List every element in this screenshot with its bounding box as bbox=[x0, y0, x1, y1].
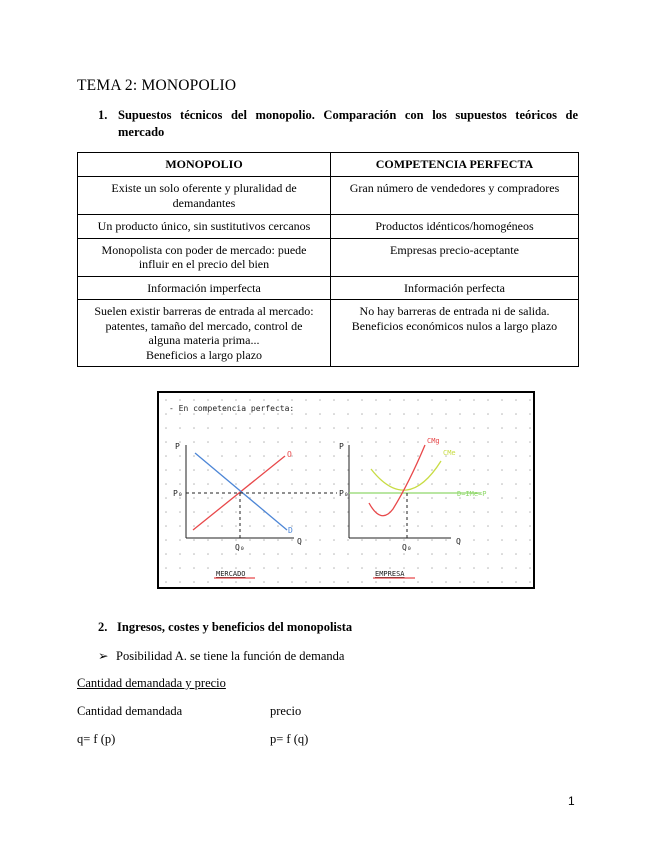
section-2-text: Ingresos, costes y beneficios del monopolista bbox=[117, 620, 353, 634]
table-header-monopolio: MONOPOLIO bbox=[78, 153, 331, 177]
table-cell bbox=[331, 300, 579, 367]
pair-right: precio bbox=[270, 704, 302, 718]
firm-x-label: Q bbox=[456, 537, 461, 546]
table-row bbox=[78, 177, 579, 215]
supply-label: O bbox=[287, 450, 292, 459]
firm-qty-label: Q₀ bbox=[402, 543, 412, 552]
bullet-text: Posibilidad A. se tiene la función de demanda bbox=[116, 649, 345, 663]
cell-line: Existe un solo oferente y pluralidad de bbox=[111, 181, 297, 195]
table-cell bbox=[78, 215, 331, 239]
cell-line: Productos idénticos/homogéneos bbox=[375, 219, 534, 233]
cell-line: Información perfecta bbox=[404, 280, 505, 295]
subheading: Cantidad demandada y precio bbox=[77, 676, 226, 690]
cell-line: Beneficios a largo plazo bbox=[145, 347, 263, 362]
cell-line: patentes, tamaño del mercado, control de bbox=[105, 318, 303, 333]
pair-left: Cantidad demandada bbox=[77, 704, 183, 718]
cell-line: Suelen existir barreras de entrada al mercado: bbox=[94, 304, 314, 318]
cell-line: influir en el precio del bien bbox=[138, 257, 270, 271]
cell-line: Un producto único, sin sustitutivos cercanos bbox=[97, 219, 311, 233]
table-cell bbox=[331, 238, 579, 276]
cell-line: No hay barreras de entrada ni de salida. bbox=[359, 304, 550, 318]
firm-price-label: P₀ bbox=[339, 489, 349, 498]
table-row bbox=[78, 300, 579, 367]
section-2-heading bbox=[98, 620, 352, 635]
table-cell bbox=[78, 300, 331, 367]
arrow-bullet-icon: ➢ bbox=[98, 649, 109, 663]
table-cell bbox=[331, 276, 579, 300]
cmg-label: CMg bbox=[427, 437, 440, 445]
table-cell bbox=[78, 238, 331, 276]
market-x-label: Q bbox=[297, 537, 302, 546]
table-cell bbox=[78, 177, 331, 215]
figure-caption: - En competencia perfecta: bbox=[169, 404, 295, 413]
firm-y-label: P bbox=[339, 442, 344, 451]
table-row bbox=[78, 276, 579, 300]
figure-svg bbox=[159, 393, 533, 587]
market-caption: MERCADO bbox=[216, 570, 246, 578]
cell-line: Gran número de vendedores y compradores bbox=[349, 181, 560, 195]
cell-line: alguna materia prima... bbox=[148, 333, 260, 347]
comparison-table bbox=[77, 152, 579, 367]
firm-caption: EMPRESA bbox=[375, 570, 405, 578]
cell-line: Empresas precio-aceptante bbox=[390, 242, 519, 257]
economics-figure bbox=[157, 391, 535, 589]
firm-demand-label: D=IMe=P bbox=[457, 490, 487, 498]
cell-line: demandantes bbox=[172, 195, 236, 210]
table-row bbox=[78, 215, 579, 239]
bullet-item bbox=[98, 648, 344, 664]
section-1-text: Supuestos técnicos del monopolio. Comparación con los supuestos teóricos de mercado bbox=[118, 108, 578, 139]
table-row bbox=[78, 238, 579, 276]
demand-label: D bbox=[288, 526, 293, 535]
section-1-heading bbox=[98, 107, 578, 141]
cell-line: Monopolista con poder de mercado: puede bbox=[101, 242, 307, 257]
table-cell bbox=[331, 177, 579, 215]
cell-line: Beneficios económicos nulos a largo plazo bbox=[351, 318, 558, 333]
market-price-label: P₀ bbox=[173, 489, 183, 498]
table-cell bbox=[78, 276, 331, 300]
cell-line: Información imperfecta bbox=[147, 280, 261, 295]
cme-label: CMe bbox=[443, 449, 456, 457]
table-cell bbox=[331, 215, 579, 239]
page-title: TEMA 2: MONOPOLIO bbox=[77, 77, 237, 94]
pair-right: p= f (q) bbox=[270, 732, 309, 746]
pair-left: q= f (p) bbox=[77, 732, 116, 746]
market-qty-label: Q₀ bbox=[235, 543, 245, 552]
market-y-label: P bbox=[175, 442, 180, 451]
table-header-competencia: COMPETENCIA PERFECTA bbox=[331, 153, 579, 177]
page-number: 1 bbox=[568, 794, 575, 808]
section-2-number: 2. bbox=[98, 620, 108, 634]
section-1-number: 1. bbox=[98, 108, 108, 122]
table-header-row bbox=[78, 153, 579, 177]
